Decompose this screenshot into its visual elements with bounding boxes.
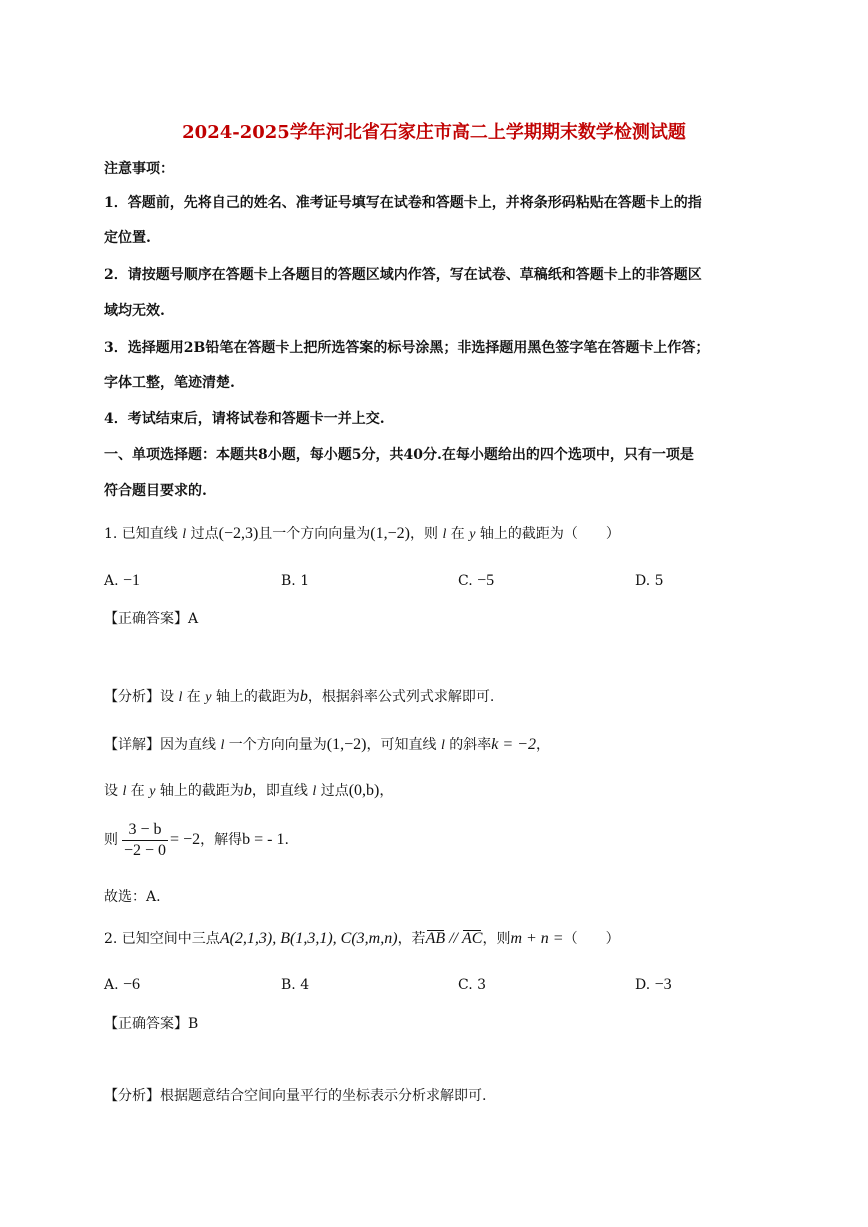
notice-item-1-cont: 定位置. — [104, 230, 151, 246]
question-2-stem: 2. 已知空间中三点A(2,1,3), B(1,3,1), C(3,m,n)，若AB // AC，则m + n =（ ） — [104, 930, 620, 947]
question-1-detail-line-1: 【详解】因为直线 l 一个方向向量为(1,−2)，可知直线 l 的斜率k = −2， — [104, 736, 550, 753]
vector-ac: AC — [462, 930, 483, 947]
question-2-option-d: D. −3 — [635, 976, 672, 993]
document-title: 2024-2025学年河北省石家庄市高二上学期期末数学检测试题 — [182, 122, 686, 143]
notice-item-4: 4．考试结束后，请将试卷和答题卡一并上交. — [104, 411, 385, 427]
notice-item-3-cont: 字体工整，笔迹清楚. — [104, 375, 235, 391]
question-1-option-c: C. −5 — [458, 572, 495, 589]
question-1-detail-line-2: 设 l 在 y 轴上的截距为b，即直线 l 过点(0,b)， — [104, 782, 394, 799]
question-1-choice: 故选：A. — [104, 889, 161, 905]
notice-item-2: 2．请按题号顺序在答题卡上各题目的答题区域内作答，写在试卷、草稿纸和答题卡上的非答题区 — [104, 267, 702, 283]
notice-heading: 注意事项： — [104, 161, 174, 177]
notice-item-2-cont: 域均无效. — [104, 303, 165, 319]
question-1-equation: 则 $\frac{3 - b}{-2 - 0}$ = −2，解得b = - 1. — [104, 820, 289, 859]
question-2-analysis: 【分析】根据题意结合空间向量平行的坐标表示分析求解即可. — [104, 1088, 487, 1104]
question-1-option-b: B. 1 — [281, 573, 310, 589]
question-1-option-a: A. −1 — [104, 572, 141, 589]
notice-item-3: 3．选择题用2B铅笔在答题卡上把所选答案的标号涂黑；非选择题用黑色签字笔在答题卡上作答； — [104, 340, 710, 356]
notice-item-1: 1．答题前，先将自己的姓名、准考证号填写在试卷和答题卡上，并将条形码粘贴在答题卡上的指 — [104, 195, 702, 211]
question-2-option-c: C. 3 — [458, 977, 487, 993]
question-1-stem: 1. 已知直线 l 过点(−2,3)且一个方向向量为(1,−2)，则 l 在 y 轴上的截距为（ ） — [104, 525, 620, 542]
section-heading: 一、单项选择题：本题共8小题，每小题5分，共40分.在每小题给出的四个选项中，只有一项是 — [104, 447, 694, 463]
question-2-option-b: B. 4 — [281, 977, 310, 993]
question-1-answer: 【正确答案】A — [104, 611, 199, 627]
question-2-answer: 【正确答案】B — [104, 1016, 199, 1032]
fraction: $\frac{3 - b}{-2 - 0}$ — [124, 820, 167, 859]
question-2-option-a: A. −6 — [104, 976, 141, 993]
vector-ab: AB — [425, 930, 446, 947]
question-1-option-d: D. 5 — [635, 573, 664, 589]
section-heading-cont: 符合题目要求的. — [104, 483, 207, 499]
question-1-analysis: 【分析】设 l 在 y 轴上的截距为b，根据斜率公式列式求解即可. — [104, 688, 495, 705]
